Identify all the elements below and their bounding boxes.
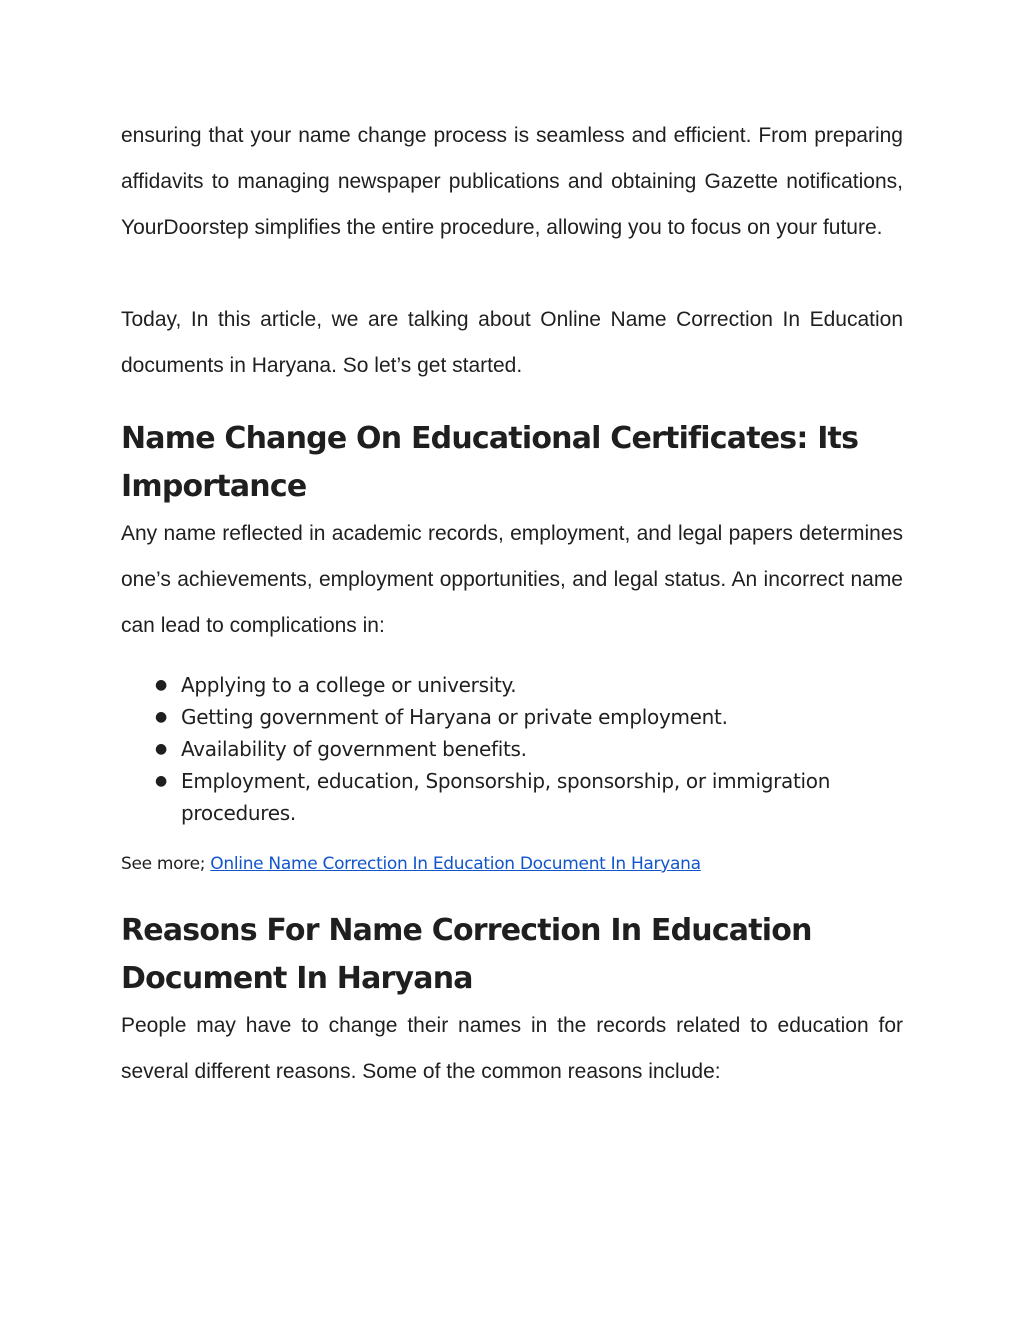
bullet-icon: ● xyxy=(155,773,167,789)
list-item-text: Getting government of Haryana or private employment. xyxy=(181,705,728,729)
bullet-icon: ● xyxy=(155,741,167,757)
complications-list xyxy=(121,669,903,829)
reasons-paragraph: People may have to change their names in the records related to education for several different reasons. Some of the common reasons include: xyxy=(121,1014,903,1083)
list-item-text: Applying to a college or university. xyxy=(181,673,517,697)
bullet-icon: ● xyxy=(155,677,167,693)
list-item xyxy=(121,765,903,829)
list-item xyxy=(121,733,903,765)
list-item xyxy=(121,701,903,733)
bullet-icon: ● xyxy=(155,709,167,725)
section-heading-reasons: Reasons For Name Correction In Education Document In Haryana xyxy=(121,913,812,996)
importance-paragraph: Any name reflected in academic records, employment, and legal papers determines one’s achievements, employment opportunities, and legal status. An incorrect name can lead to complications in: xyxy=(121,522,903,637)
list-item-text: Availability of government benefits. xyxy=(181,737,527,761)
list-item-text: Employment, education, Sponsorship, sponsorship, or immigration procedures. xyxy=(181,769,831,825)
see-more-line xyxy=(121,851,903,877)
section-heading-importance: Name Change On Educational Certificates: Its Importance xyxy=(121,421,859,504)
article-intro-paragraph: Today, In this article, we are talking about Online Name Correction In Education documents in Haryana. So let’s get started. xyxy=(121,308,903,377)
see-more-link[interactable]: Online Name Correction In Education Document In Haryana xyxy=(210,854,701,874)
intro-paragraph: ensuring that your name change process is seamless and efficient. From preparing affidavits to managing newspaper publications and obtaining Gazette notifications, YourDoorstep simplifies the entire procedure, allowing you to focus on your future. xyxy=(121,124,903,239)
see-more-label: See more; xyxy=(121,854,206,874)
document-page xyxy=(121,113,903,1095)
list-item xyxy=(121,669,903,701)
